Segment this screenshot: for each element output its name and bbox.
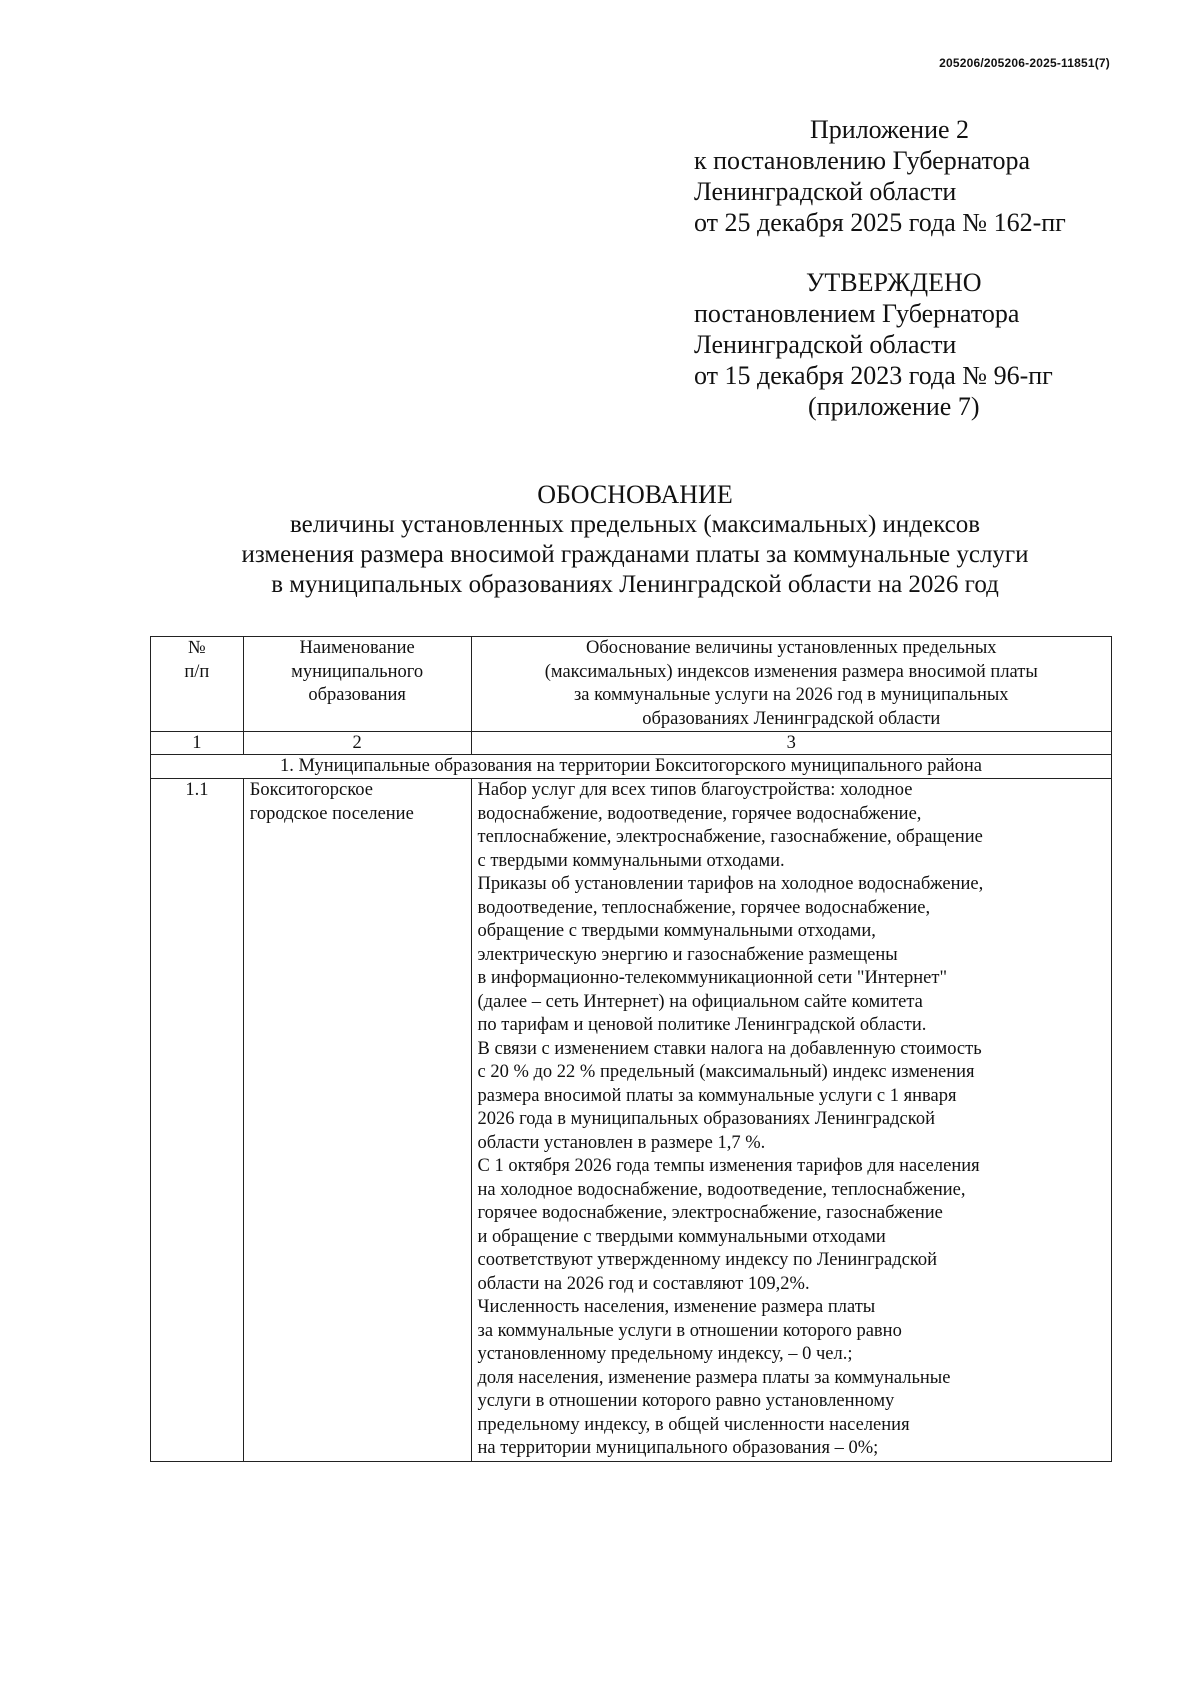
header-text: (максимальных) индексов изменения размера вносимой платы — [544, 661, 1038, 682]
section-row — [151, 755, 1112, 779]
section-title: 1. Муниципальные образования на территории Бокситогорского муниципального района — [151, 755, 1112, 779]
justification-line: области установлен в размере 1,7 %. — [477, 1132, 766, 1153]
column-number: 1 — [151, 732, 244, 755]
header-text: муниципального — [291, 661, 424, 682]
justification-line: на холодное водоснабжение, водоотведение, теплоснабжение, — [477, 1179, 966, 1200]
justification-line: доля населения, изменение размера платы за коммунальные — [477, 1367, 951, 1388]
title-subline: в муниципальных образованиях Ленинградской области на 2026 год — [271, 571, 999, 598]
header-text: № — [188, 638, 206, 658]
approval-line: постановлением Губернатора — [694, 299, 1020, 328]
approval-block — [694, 267, 1053, 422]
approval-line: от 15 декабря 2023 года № 96-пг — [694, 361, 1053, 390]
header-cell-municipality — [243, 637, 471, 732]
justification-line: водоснабжение, водоотведение, горячее водоснабжение, — [477, 803, 922, 824]
attachment-line: Ленинградской области — [694, 177, 957, 206]
justification-line: водоотведение, теплоснабжение, горячее водоснабжение, — [477, 897, 931, 918]
column-number: 3 — [471, 732, 1111, 755]
approval-heading: УТВЕРЖДЕНО — [806, 268, 982, 297]
header-cell-justification — [471, 637, 1111, 732]
header-text: Наименование — [299, 638, 415, 658]
justification-line: области на 2026 год и составляют 109,2%. — [477, 1273, 810, 1294]
title-subline: величины установленных предельных (максимальных) индексов — [289, 511, 981, 538]
header-text: образованиях Ленинградской области — [642, 708, 941, 729]
header-text: за коммунальные услуги на 2026 год в муниципальных — [573, 685, 1009, 705]
justification-line: размера вносимой платы за коммунальные услуги с 1 января — [477, 1085, 957, 1106]
justification-line: и обращение с твердыми коммунальными отходами — [477, 1226, 886, 1247]
justification-line: на территории муниципального образования – 0%; — [477, 1438, 879, 1458]
attachment-line: от 25 декабря 2025 года № 162-пг — [694, 208, 1066, 237]
document-title — [150, 480, 1120, 600]
justification-line: Набор услуг для всех типов благоустройства: холодное — [477, 780, 913, 800]
document-registration-number: 205206/205206-2025-11851(7) — [939, 56, 1110, 70]
justification-line: за коммунальные услуги в отношении которого равно — [477, 1320, 902, 1341]
header-cell-number — [151, 637, 244, 732]
column-number: 2 — [243, 732, 471, 755]
approval-appendix-note: (приложение 7) — [808, 392, 980, 421]
justification-line: обращение с твердыми коммунальными отходами, — [477, 921, 876, 941]
justification-line: предельному индексу, в общей численности населения — [477, 1414, 910, 1435]
justification-line: горячее водоснабжение, электроснабжение, газоснабжение — [477, 1203, 943, 1223]
approval-line: Ленинградской области — [694, 330, 957, 359]
column-number-row — [151, 732, 1112, 755]
justification-table — [150, 636, 1112, 1462]
title-subline: изменения размера вносимой гражданами платы за коммунальные услуги — [241, 541, 1029, 568]
row-municipality-name — [243, 779, 471, 1462]
justification-line: соответствуют утвержденному индексу по Ленинградской — [477, 1250, 938, 1270]
header-text: образования — [308, 685, 406, 705]
justification-line: Приказы об установлении тарифов на холодное водоснабжение, — [477, 874, 984, 894]
justification-line: с 20 % до 22 % предельный (максимальный) индекс изменения — [477, 1062, 975, 1082]
justification-line: В связи с изменением ставки налога на добавленную стоимость — [477, 1038, 982, 1059]
header-text: п/п — [184, 661, 210, 682]
justification-line: теплоснабжение, электроснабжение, газоснабжение, обращение — [477, 827, 983, 847]
table-header-row — [151, 637, 1112, 732]
header-text: Обоснование величины установленных предельных — [586, 638, 997, 658]
attachment-block — [694, 114, 1066, 238]
justification-line: услуги в отношении которого равно установленному — [477, 1391, 895, 1411]
justification-line: с твердыми коммунальными отходами. — [477, 850, 785, 871]
attachment-line: Приложение 2 — [810, 115, 970, 144]
justification-line: 2026 года в муниципальных образованиях Ленинградской — [477, 1109, 935, 1129]
row-justification-text — [471, 779, 1111, 1462]
row-number: 1.1 — [151, 779, 244, 1462]
justification-line: по тарифам и ценовой политике Ленинградской области. — [477, 1015, 927, 1035]
justification-line: (далее – сеть Интернет) на официальном сайте комитета — [477, 991, 923, 1012]
attachment-line: к постановлению Губернатора — [694, 146, 1031, 175]
table-row — [151, 779, 1112, 1462]
justification-line: в информационно-телекоммуникационной сети "Интернет" — [477, 968, 947, 988]
justification-line: Численность населения, изменение размера платы — [477, 1297, 876, 1317]
justification-line: установленному предельному индексу, – 0 чел.; — [477, 1344, 853, 1364]
justification-line: электрическую энергию и газоснабжение размещены — [477, 944, 898, 965]
justification-line: С 1 октября 2026 года темпы изменения тарифов для населения — [477, 1156, 980, 1176]
municipality-name-line: Бокситогорское — [249, 780, 373, 800]
municipality-name-line: городское поселение — [249, 803, 414, 824]
title-main: ОБОСНОВАНИЕ — [537, 480, 733, 509]
